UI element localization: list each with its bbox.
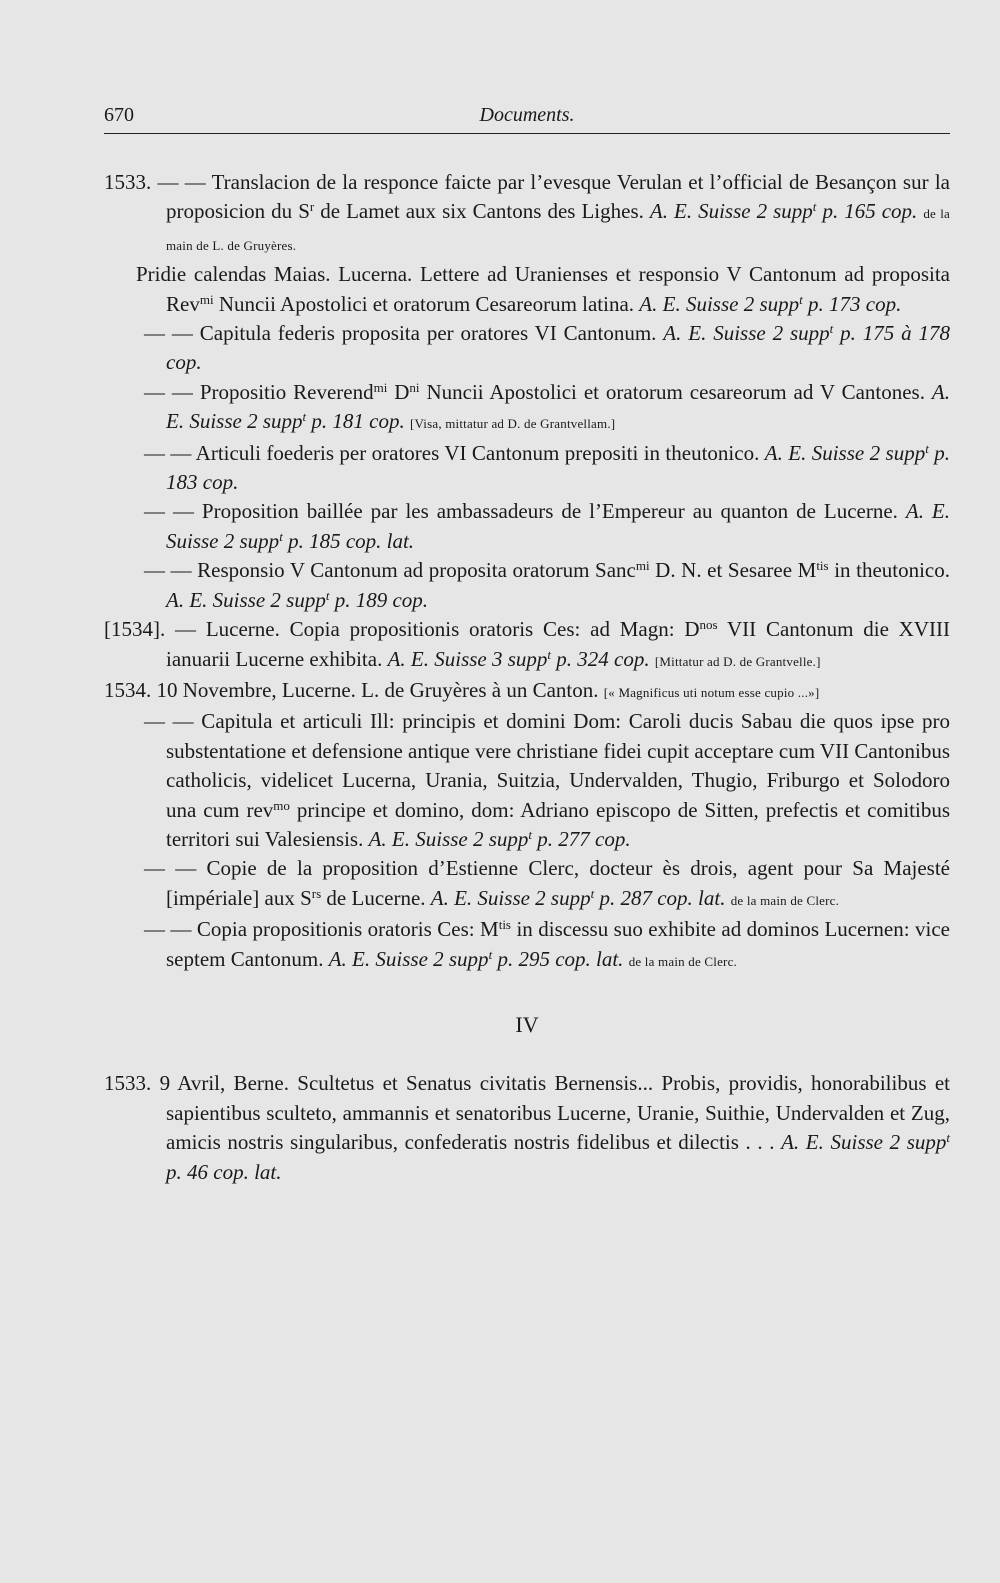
entry-text-segment: de la main de L. de Gruyères. bbox=[166, 206, 951, 253]
entry-copia-discessu bbox=[104, 915, 950, 976]
entry-text-segment: in theutonico. bbox=[828, 558, 951, 583]
entry-text-segment: de la main de Clerc. bbox=[730, 892, 840, 908]
page-header bbox=[104, 104, 950, 134]
entry-text-segment: D. N. et Sesaree M bbox=[649, 558, 817, 583]
entry-text-segment: A. E. Suisse 2 supp bbox=[328, 946, 489, 971]
entry-text-segment: Pridie calendas Maias. Lucerna. Lettere ad Uranienses et responsio V Cantonum ad proposita Rev bbox=[136, 262, 950, 316]
entry-text-segment: A. E. Suisse 2 supp bbox=[166, 499, 950, 553]
entry-text-segment: [1534]. — Lucerne. Copia propositionis oratoris Ces: ad Magn: D bbox=[104, 617, 700, 642]
entry-text-segment: t bbox=[812, 199, 817, 215]
entry-pridie-calendas bbox=[104, 260, 950, 319]
entry-translacion bbox=[104, 168, 950, 260]
entry-text-segment: A. E. Suisse 2 supp bbox=[663, 321, 830, 346]
entry-text-segment: A. E. Suisse 2 supp bbox=[649, 199, 813, 224]
entry-text-segment: t bbox=[547, 646, 552, 662]
entry-text-segment: — — Responsio V Cantonum ad proposita oratorum Sanc bbox=[144, 558, 636, 583]
entry-text-segment: de Lamet aux six Cantons des Lighes. bbox=[314, 199, 650, 224]
entry-text-segment: p. 181 cop. bbox=[306, 409, 405, 434]
entry-text-segment: mi bbox=[635, 558, 650, 574]
entry-text-segment: — — Copie de la proposition d’Estienne Clerc, docteur ès drois, agent pour Sa Majesté [impériale] aux S bbox=[144, 856, 950, 910]
header-rule bbox=[104, 133, 950, 134]
entry-text-segment: p. 295 cop. lat. bbox=[492, 946, 624, 971]
entry-text-segment: — — Copia propositionis oratoris Ces: M bbox=[144, 917, 499, 942]
entry-text-segment: tis bbox=[498, 917, 511, 933]
running-title: Documents. bbox=[479, 104, 575, 126]
entry-text-segment: — — Articuli foederis per oratores VI Cantonum prepositi in theutonico. bbox=[144, 440, 765, 465]
entry-text-segment: t bbox=[528, 826, 533, 842]
entry-text-segment: A. E. Suisse 3 supp bbox=[387, 646, 548, 671]
entry-text-segment: — — Propositio Reverend bbox=[144, 379, 374, 404]
entry-text-segment: in discessu suo exhibite ad dominos Lucernen: vice septem Cantonum. bbox=[166, 917, 950, 971]
entry-text-segment: A. E. Suisse 2 supp bbox=[166, 587, 326, 612]
entry-text-segment: Nuncii Apostolici et oratorum cesareorum ad V Cantones. bbox=[419, 379, 932, 404]
entry-text-segment: — — Capitula et articuli Ill: principis et domini Dom: Caroli ducis Sabau die quos ipse pro substentatione et defensione antique vere christiane fidei cupit acceptare cum VII Cantonibus catholicis, videlicet Lucerna, Urania, Suitzia, Undervalden, Thugio, Friburgo et Solodoro una cum rev bbox=[144, 709, 950, 822]
entry-copie-clerc bbox=[104, 854, 950, 915]
entry-text-segment: p. 175 à 178 cop. bbox=[166, 321, 950, 375]
entry-text-segment: 1534. 10 Novembre, Lucerne. L. de Gruyères à un Canton. bbox=[104, 677, 604, 702]
entry-text-segment: p. 189 cop. bbox=[329, 587, 429, 612]
entry-text-segment: — — Capitula federis proposita per oratores VI Cantonum. bbox=[144, 321, 664, 346]
entry-text-segment: de la main de Clerc. bbox=[628, 953, 738, 969]
entry-text-segment: tis bbox=[816, 558, 829, 574]
entry-text-segment: A. E. Suisse 2 supp bbox=[430, 885, 591, 910]
entry-text-segment: t bbox=[946, 1130, 950, 1146]
entry-text-segment: VII Cantonum die XVIII ianuarii Lucerne exhibita. bbox=[166, 617, 950, 671]
entry-capitula-articuli bbox=[104, 707, 950, 854]
entry-1534-copia bbox=[104, 615, 950, 676]
entry-text-segment: p. 183 cop. bbox=[166, 440, 951, 495]
entry-text-segment: [Mittatur ad D. de Grantvelle.] bbox=[654, 653, 821, 669]
page-number: 670 bbox=[104, 104, 134, 126]
entry-text-segment: Nuncii Apostolici et oratorum Cesareorum latina. bbox=[213, 291, 640, 316]
entry-text-segment: t bbox=[325, 587, 330, 603]
entry-text-segment: nos bbox=[699, 617, 718, 633]
entry-1534-novembre bbox=[104, 676, 950, 707]
entry-text-segment: A. E. Suisse 2 supp bbox=[764, 440, 926, 465]
entry-text-segment: — — Proposition baillée par les ambassadeurs de l’Empereur au quanton de Lucerne. bbox=[144, 499, 906, 524]
entry-text-segment: principe et domino, dom: Adriano episcopo de Sitten, prefectis et comitibus territori sui Valesiensis. bbox=[166, 797, 951, 851]
entry-text-segment: mi bbox=[199, 291, 214, 307]
entry-text-segment: [Visa, mittatur ad D. de Grantvellam.] bbox=[409, 416, 616, 432]
entry-articuli-foederis bbox=[104, 439, 950, 498]
entry-text-segment: [« Magnificus uti notum esse cupio ...»] bbox=[603, 684, 820, 700]
section-numeral: IV bbox=[515, 1011, 539, 1037]
document-body bbox=[104, 168, 950, 1187]
entry-text-segment: p. 165 cop. bbox=[816, 199, 918, 224]
entry-text-segment: r bbox=[309, 199, 315, 215]
entry-responsio-v-cantonum bbox=[104, 556, 950, 615]
entry-text-segment: A. E. Suisse 2 supp bbox=[166, 379, 950, 434]
entry-text-segment: t bbox=[302, 409, 307, 425]
entry-text-segment: t bbox=[799, 291, 803, 307]
entry-capitula-federis bbox=[104, 319, 950, 378]
entry-text-segment: p. 287 cop. lat. bbox=[594, 885, 726, 910]
entry-text-segment: 1533. 9 Avril, Berne. Scultetus et Senatus civitatis Bernensis... Probis, providis, honorabilibus et sapientibus sculteto, ammannis et senatoribus Lucerne, Uranie, Suithie, Undervalden et Zug, amicis nostris singularibus, confederatis nostris fidelibus et dilectis . . . bbox=[104, 1071, 950, 1155]
entry-text-segment: A. E. Suisse 2 supp bbox=[368, 826, 529, 851]
entry-text-segment: p. 185 cop. lat. bbox=[282, 528, 415, 553]
entry-text-segment: rs bbox=[311, 885, 322, 901]
entry-text-segment: p. 46 cop. lat. bbox=[166, 1159, 282, 1184]
entry-text-segment: p. 324 cop. bbox=[551, 646, 650, 671]
entry-text-segment: t bbox=[488, 946, 493, 962]
entry-1533-berne bbox=[104, 1069, 950, 1187]
entry-text-segment: t bbox=[590, 885, 595, 901]
entry-text-segment: t bbox=[829, 321, 834, 337]
entry-text-segment: t bbox=[925, 440, 929, 456]
entry-text-segment: D bbox=[387, 379, 410, 404]
entry-text-segment: p. 173 cop. bbox=[802, 291, 902, 316]
entry-text-segment: mo bbox=[273, 797, 290, 813]
entry-text-segment: A. E. Suisse 2 supp bbox=[781, 1130, 947, 1155]
entry-text-segment: A. E. Suisse 2 supp bbox=[639, 291, 800, 316]
entry-text-segment: mi bbox=[373, 379, 388, 395]
entry-text-segment: t bbox=[279, 528, 283, 544]
entry-text-segment: 1533. — — Translacion de la responce faicte par l’evesque Verulan et l’official de Besançon sur la proposicion du S bbox=[104, 170, 950, 224]
entry-proposition-baillee bbox=[104, 497, 950, 556]
entry-text-segment: p. 277 cop. bbox=[532, 826, 631, 851]
entry-text-segment: de Lucerne. bbox=[321, 885, 431, 910]
entry-text-segment: ni bbox=[409, 379, 420, 395]
entry-propositio-reverendmi bbox=[104, 378, 950, 439]
